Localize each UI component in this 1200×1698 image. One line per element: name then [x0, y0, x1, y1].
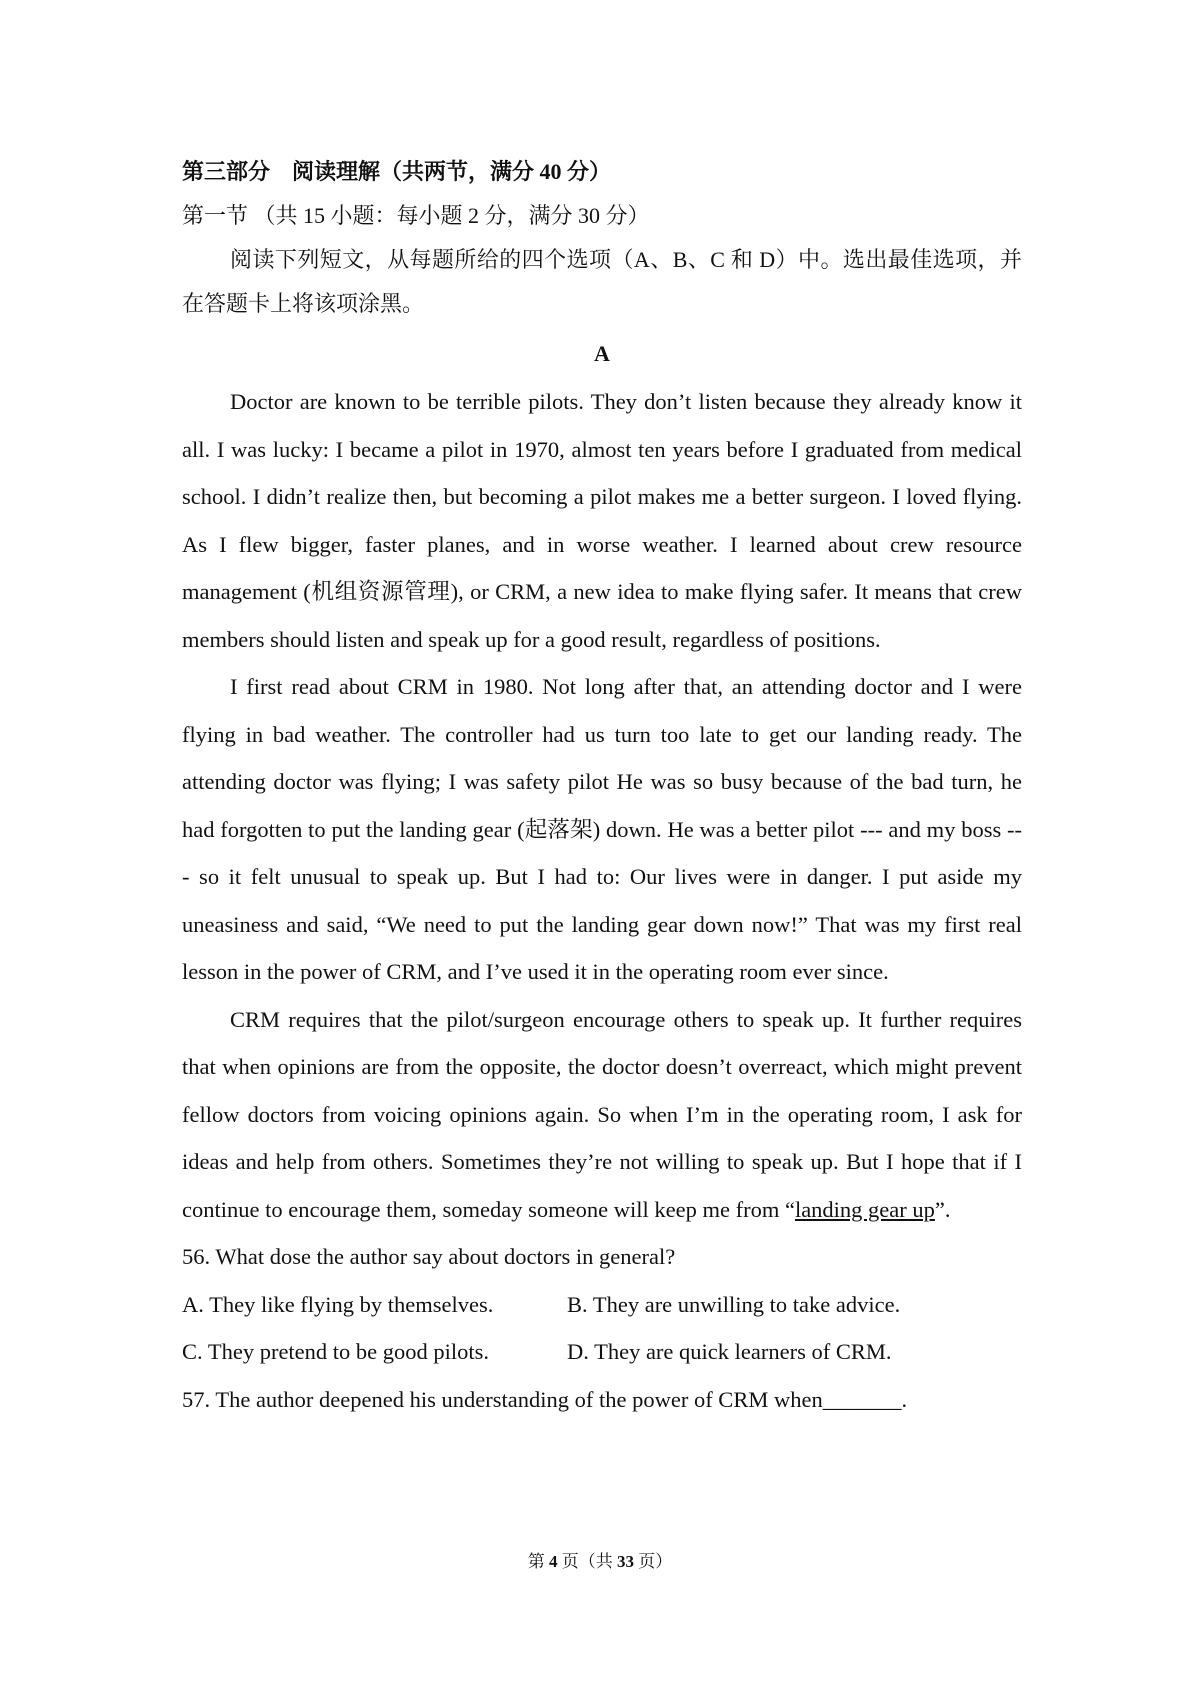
paragraph-3-text: CRM requires that the pilot/surgeon encourage others to speak up. It further requires that when opinions are from the opposite, the doctor doesn’t overreact, which might prevent fellow doctors from voicing opinions again. So when I’m in the operating room, I ask for ideas and help from others. Sometimes they’re not willing to speak up. But I hope that if I continue to encourage them, someday someone will keep me from “ — [182, 1006, 1022, 1222]
question-56-options-row-2 — [182, 1328, 1022, 1376]
question-56-stem: 56. What dose the author say about doctors in general? — [182, 1244, 676, 1269]
option-d: D. They are quick learners of CRM. — [567, 1339, 892, 1364]
footer-middle: 页（共 — [557, 1552, 617, 1571]
option-a: A. They like flying by themselves. — [182, 1291, 494, 1317]
option-b: B. They are unwilling to take advice. — [567, 1291, 901, 1317]
page-content — [182, 150, 1022, 1423]
passage-paragraph-2: I first read about CRM in 1980. Not long after that, an attending doctor and I were flying in bad weather. The controller had us turn too late to get our landing ready. The attending doctor was flying; I was safety pilot He was so busy because of the bad turn, he had forgotten to put the landing gear (起落架) down. He was a better pilot --- and my boss --- so it felt unusual to speak up. But I had to: Our lives were in danger. I put aside my uneasiness and said, “We need to put the landing gear down now!” That was my first real lesson in the power of CRM, and I’ve used it in the operating room ever since. — [182, 674, 1022, 984]
question-57-stem: 57. The author deepened his understanding of the power of CRM when_______. — [182, 1386, 908, 1412]
instruction-text: 阅读下列短文，从每题所给的四个选项（A、B、C 和 D）中。选出最佳选项，并在答题卡上将该项涂黑。 — [182, 247, 1022, 316]
footer-total-pages: 33 — [617, 1552, 634, 1571]
underlined-phrase: landing gear up — [794, 1196, 935, 1222]
footer-suffix: 页） — [634, 1552, 673, 1571]
section-title: 第三部分 阅读理解（共两节，满分 40 分） — [182, 159, 612, 184]
passage-paragraph-1: Doctor are known to be terrible pilots. They don’t listen because they already know it all. I was lucky: I became a pilot in 1970, almost ten years before I graduated from medical school. I didn’t realize then, but becoming a pilot makes me a better surgeon. I loved flying. As I flew bigger, faster planes, and in worse weather. I learned about crew resource management (机组资源管理), or CRM, a new idea to make flying safer. It means that crew members should listen and speak up for a good result, regardless of positions. — [182, 389, 1022, 652]
question-56-options-row-1 — [182, 1281, 1022, 1329]
passage-letter: A — [594, 341, 610, 366]
footer-prefix: 第 — [527, 1552, 549, 1571]
page-footer — [0, 1550, 1200, 1574]
subsection-title: 第一节 （共 15 小题：每小题 2 分，满分 30 分） — [182, 203, 650, 228]
option-c: C. They pretend to be good pilots. — [182, 1339, 490, 1364]
passage-paragraph-3 — [182, 996, 1022, 1234]
footer-page-number: 4 — [549, 1552, 558, 1571]
closing-quote: ”. — [934, 1196, 951, 1222]
